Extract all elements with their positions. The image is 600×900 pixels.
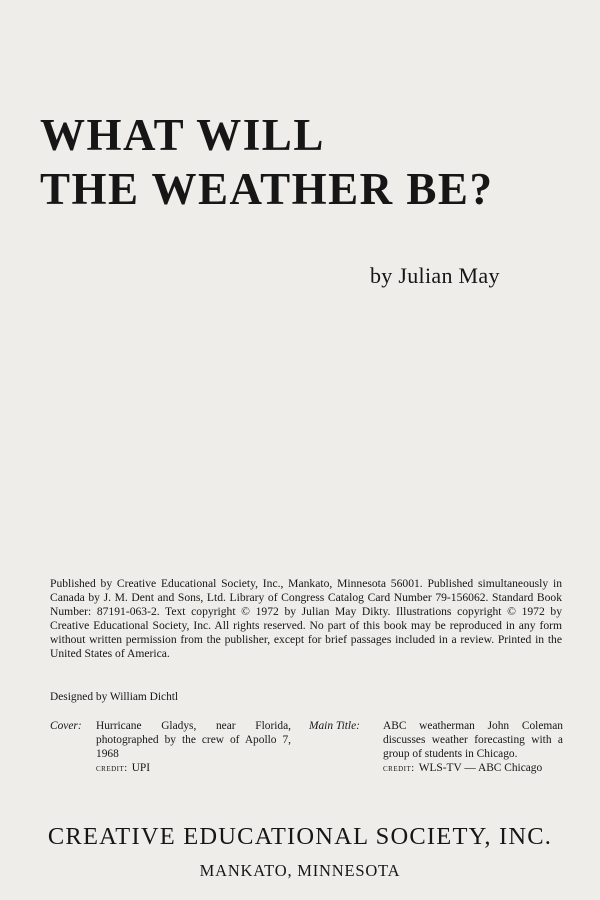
main-title-caption-text: ABC weatherman John Coleman discusses weather forecasting with a group of students in Chicago.	[383, 720, 563, 760]
book-title	[40, 108, 580, 216]
designer-credit: Designed by William Dichtl	[50, 691, 179, 703]
publisher-location: MANKATO, MINNESOTA	[199, 861, 401, 880]
author-byline: by Julian May	[370, 263, 500, 288]
cover-credit-value: UPI	[131, 762, 151, 774]
cover-caption-label: Cover:	[50, 720, 82, 732]
main-title-credit	[383, 761, 563, 776]
main-title-credit-label: credit:	[383, 763, 415, 774]
cover-credit-label: credit:	[96, 763, 128, 774]
main-title-caption	[383, 719, 563, 776]
cover-caption	[96, 719, 291, 776]
main-title-caption-label: Main Title:	[309, 720, 360, 732]
main-title-credit-value: WLS-TV — ABC Chicago	[418, 762, 543, 774]
cover-caption-text: Hurricane Gladys, near Florida, photographed by the crew of Apollo 7, 1968	[96, 720, 291, 760]
publication-info: Published by Creative Educational Society, Inc., Mankato, Minnesota 56001. Published simultaneously in Canada by J. M. Dent and Sons, Ltd. Library of Congress Catalog Card Number 79-156062. Standard Book Number: 87191-063-2. Text copyright © 1972 by Julian May Dikty. Illustrations copyright © 1972 by Creative Educational Society, Inc. All rights reserved. No part of this book may be reproduced in any form without written permission from the publisher, except for brief passages included in a review. Printed in the United States of America.	[50, 577, 562, 660]
title-line-1: WHAT WILL	[40, 110, 325, 160]
title-line-2: THE WEATHER BE?	[40, 164, 494, 214]
publisher-name: CREATIVE EDUCATIONAL SOCIETY, INC.	[47, 823, 553, 850]
cover-credit	[96, 761, 291, 776]
